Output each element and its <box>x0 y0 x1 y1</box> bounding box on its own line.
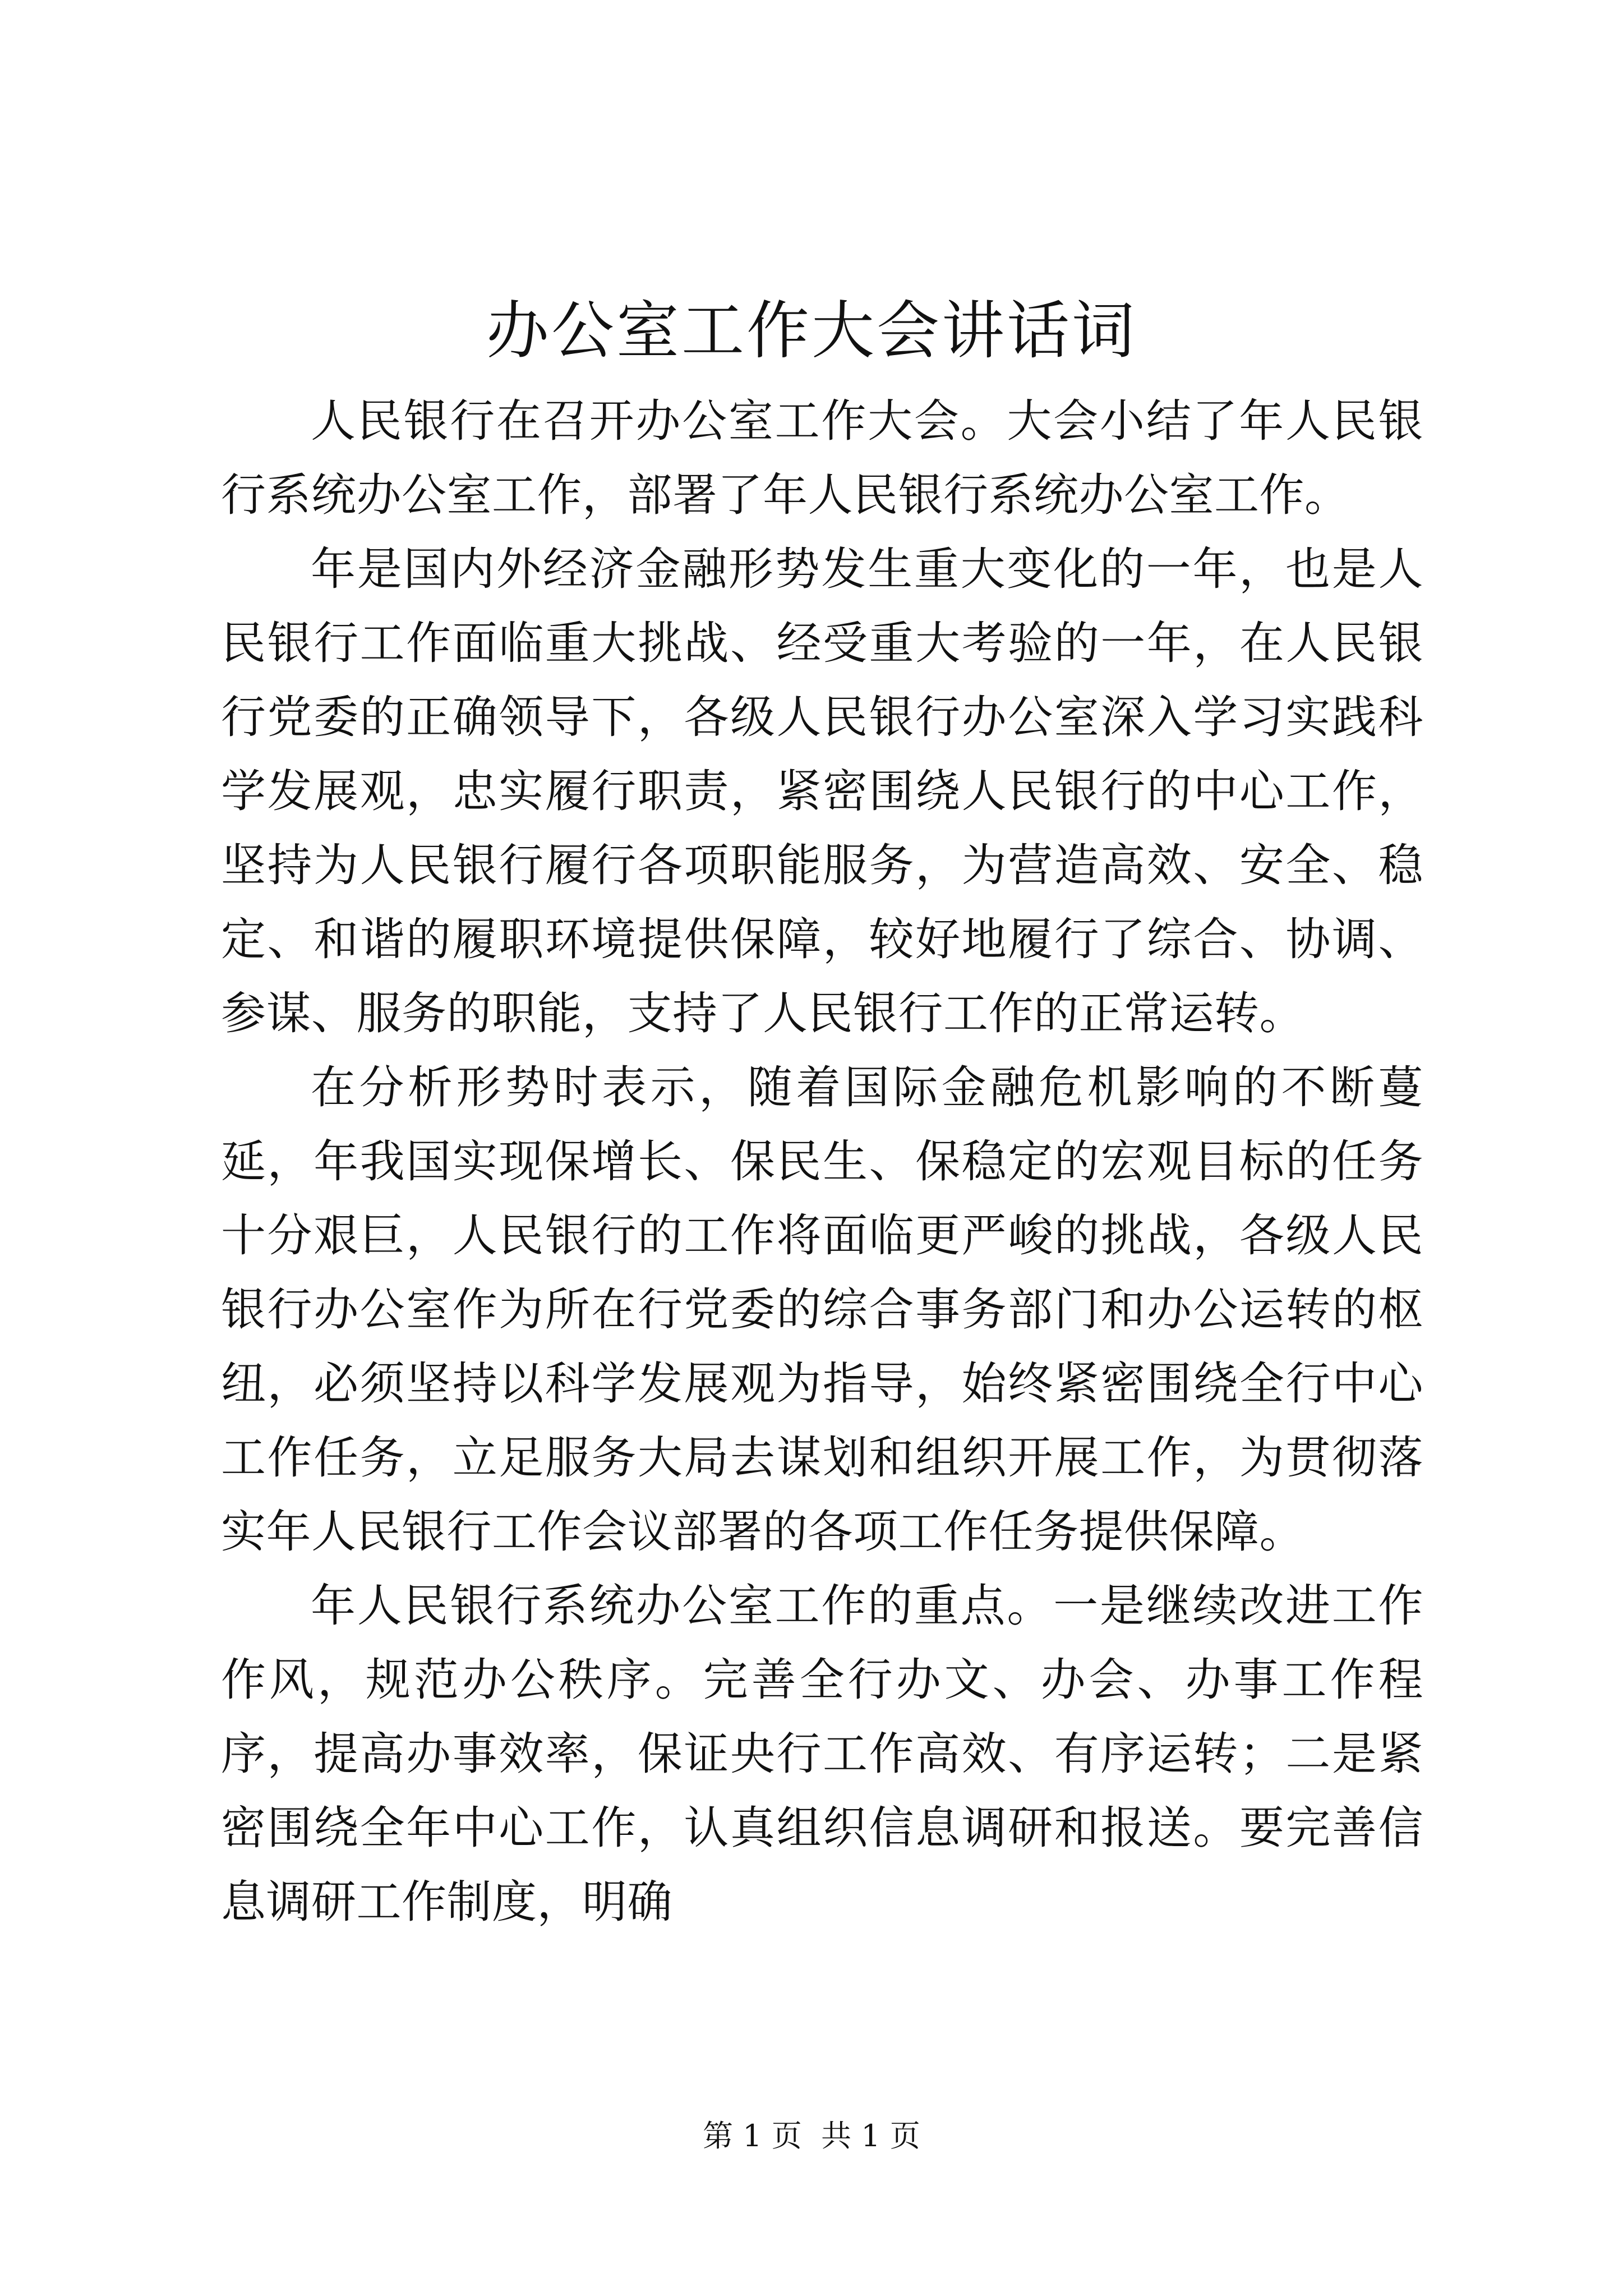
page-footer <box>0 2114 1623 2159</box>
paragraph-3: 在分析形势时表示，随着国际金融危机影响的不断蔓延，年我国实现保增长、保民生、保稳定的宏观目标的任务十分艰巨，人民银行的工作将面临更严峻的挑战，各级人民银行办公室作为所在行党委的综合事务部门和办公运转的枢纽，必须坚持以科学发展观为指导，始终紧密围绕全行中心工作任务，立足服务大局去谋划和组织开展工作，为贯彻落实年人民银行工作会议部署的各项工作任务提供保障。 <box>221 1061 1423 1558</box>
paragraph-1: 人民银行在召开办公室工作大会。大会小结了年人民银行系统办公室工作，部署了年人民银行系统办公室工作。 <box>221 395 1423 521</box>
document-title: 办公室工作大会讲话词 <box>486 295 1137 367</box>
page-number-label: 第 1 页 共 1 页 <box>703 2118 920 2154</box>
paragraph-4: 年人民银行系统办公室工作的重点。一是继续改进工作作风，规范办公秩序。完善全行办文、办会、办事工作程序，提高办事效率，保证央行工作高效、有序运转；二是紧密围绕全年中心工作，认真组织信息调研和报送。要完善信息调研工作制度，明确 <box>221 1580 1423 1928</box>
paragraph-2: 年是国内外经济金融形势发生重大变化的一年，也是人民银行工作面临重大挑战、经受重大考验的一年，在人民银行党委的正确领导下，各级人民银行办公室深入学习实践科学发展观，忠实履行职责，紧密围绕人民银行的中心工作，坚持为人民银行履行各项职能服务，为营造高效、安全、稳定、和谐的履职环境提供保障，较好地履行了综合、协调、参谋、服务的职能，支持了人民银行工作的正常运转。 <box>221 543 1423 1039</box>
document-body <box>221 384 1423 1939</box>
